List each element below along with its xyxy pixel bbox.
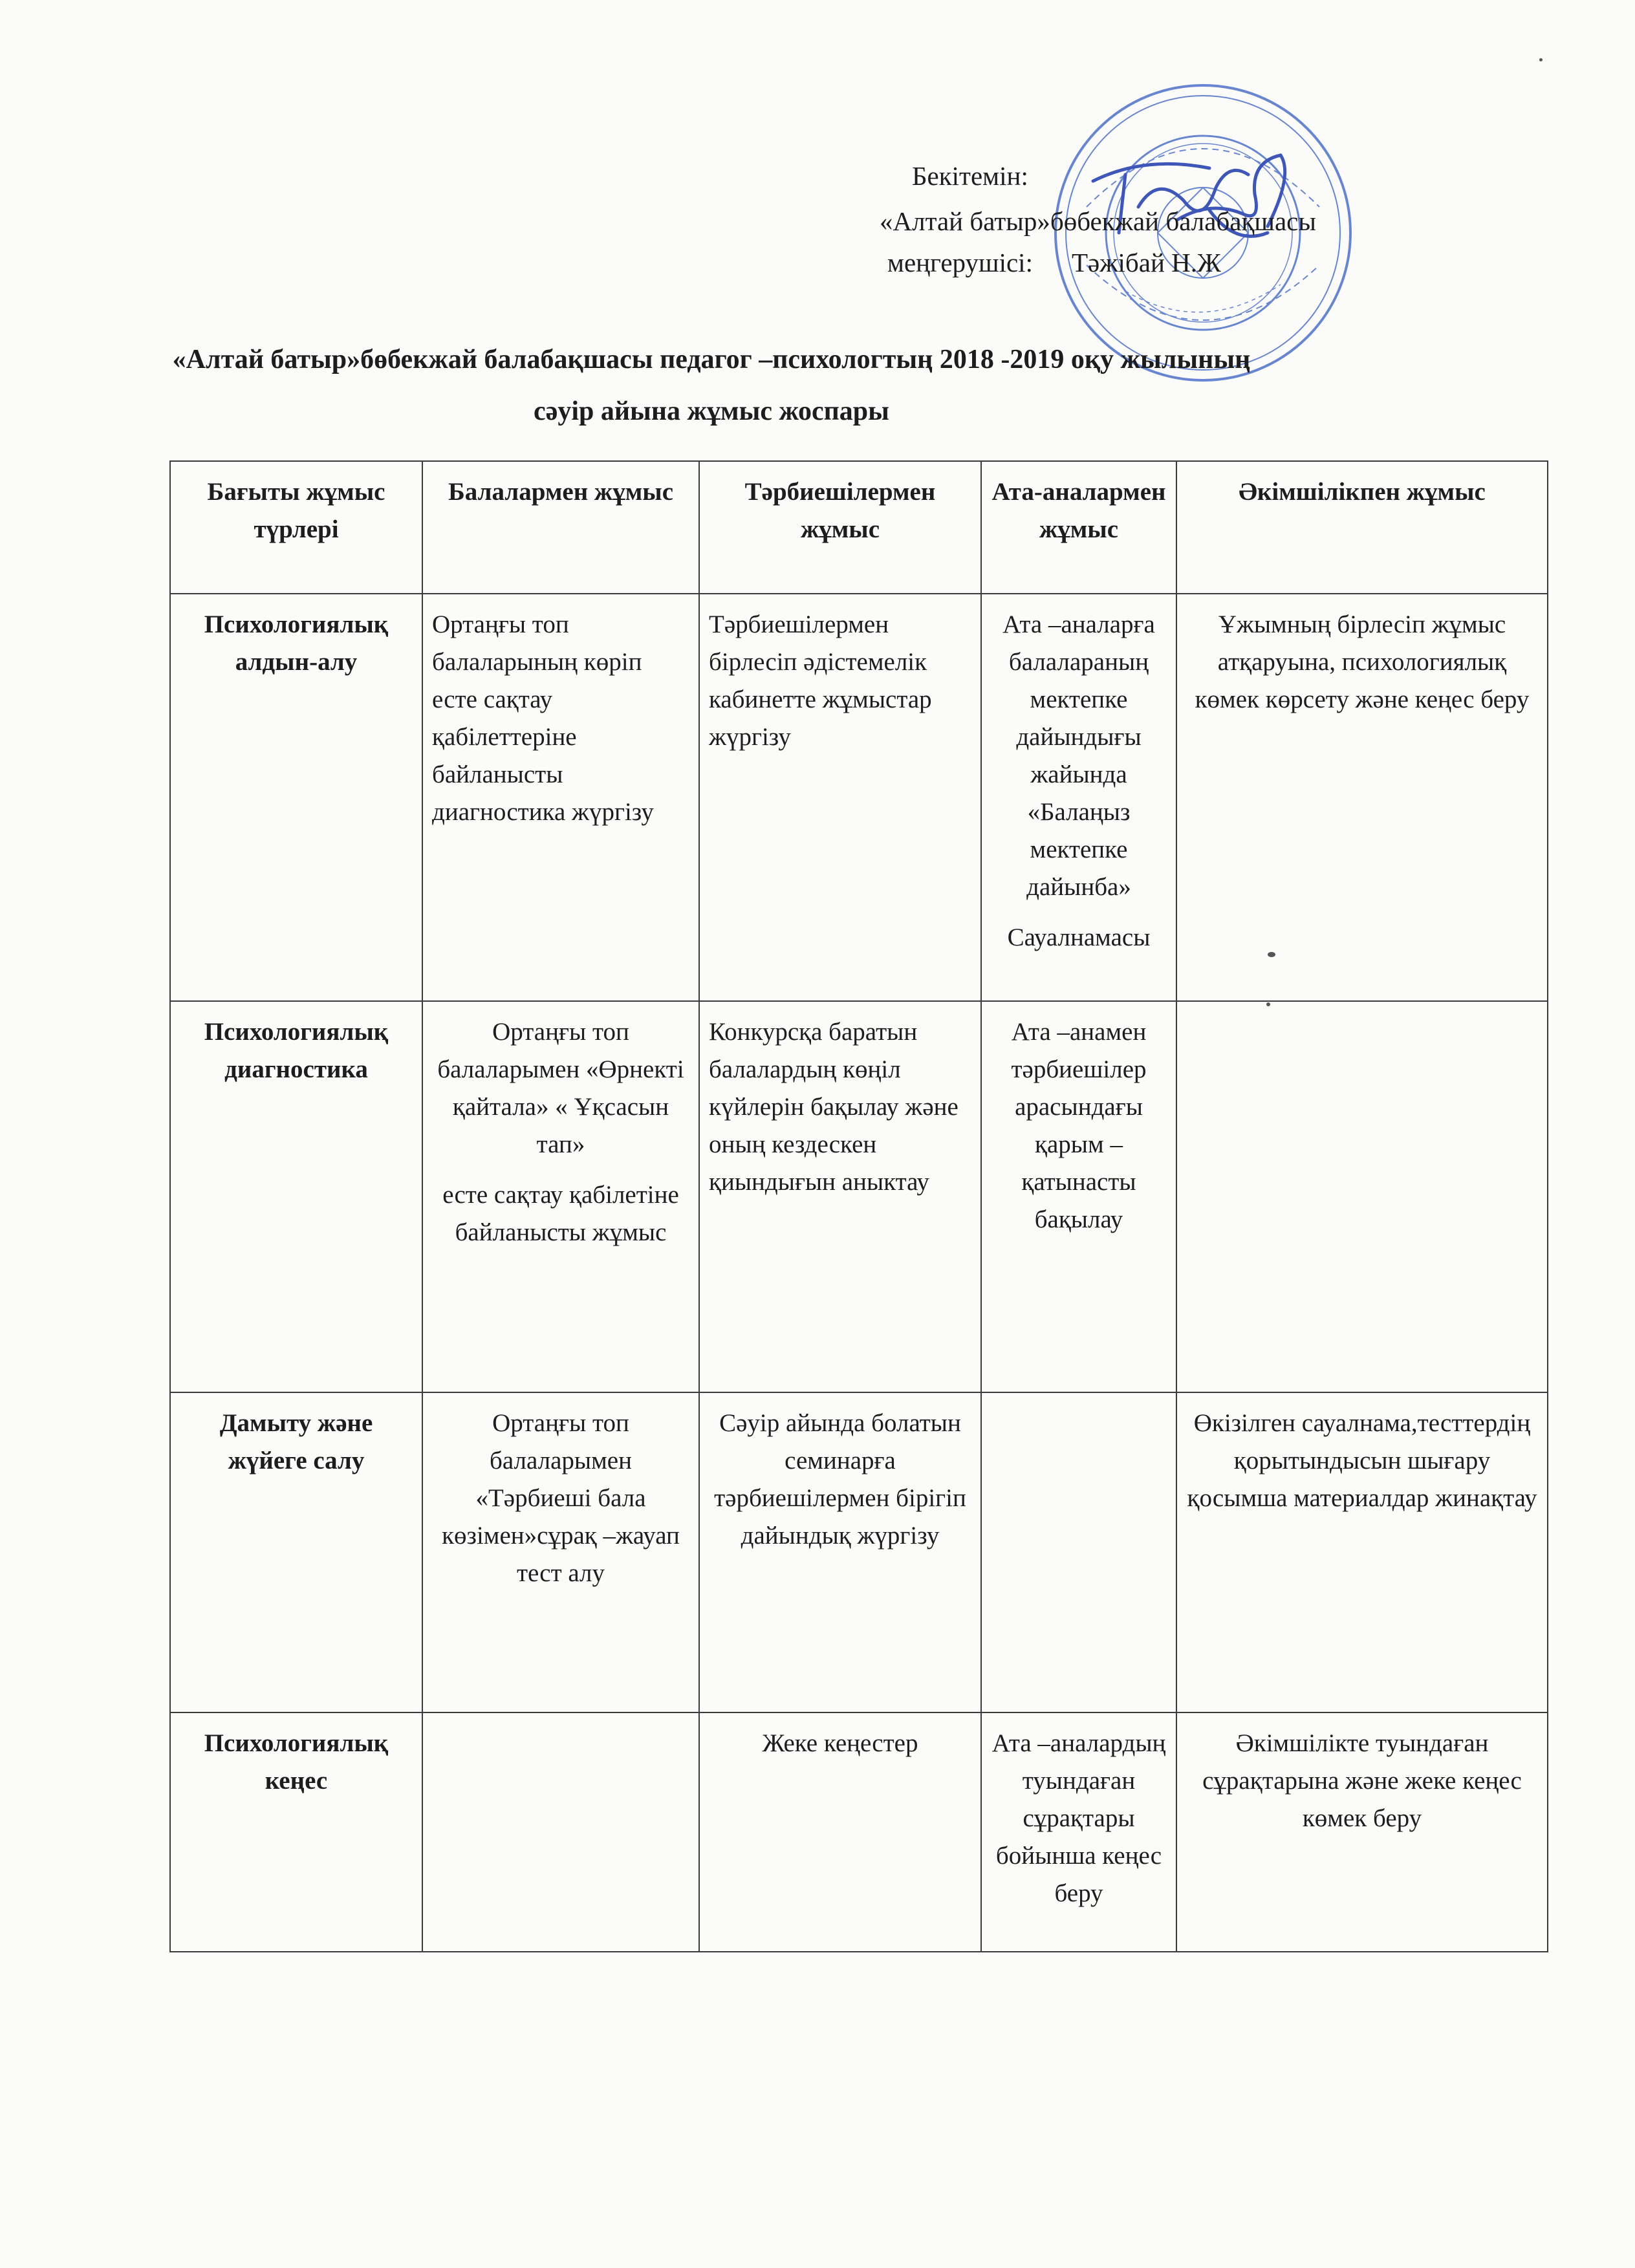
- approval-signatory: [887, 250, 1221, 276]
- cell-parents-extra: Сауалнамасы: [1007, 923, 1151, 951]
- title-line-2: сәуір айына жұмыс жоспары: [534, 396, 889, 426]
- cell-teachers: Конкурсқа баратын балалардың көңіл күйлерін бақылау және оның кездескен қиындығын аныктау: [699, 1001, 981, 1392]
- row-direction: Психологиялық кеңес: [170, 1712, 422, 1952]
- cell-admin: Өкізілген сауалнама,тесттердің қорытындысын шығару қосымша материалдар жинақтау: [1176, 1392, 1548, 1712]
- cell-children-main: Ортаңғы топ балаларымен «Өрнекті қайтала» « Ұқсасын тап»: [437, 1018, 684, 1158]
- cell-parents: Ата –анамен тәрбиешілер арасындағы қарым –қатынасты бақылау: [981, 1001, 1176, 1392]
- cell-teachers: Жеке кеңестер: [699, 1712, 981, 1952]
- cell-children: Ортаңғы топ балаларының көріп есте сақтау қабілеттеріне байланысты диагностика жүргізу: [422, 594, 699, 1001]
- cell-children-extra: есте сақтау қабілетіне байланысты жұмыс: [442, 1181, 679, 1246]
- row-direction: Дамыту және жүйеге салу: [170, 1392, 422, 1712]
- cell-teachers: Сәуір айында болатын семинарға тәрбиешілермен бірігіп дайындық жүргізу: [699, 1392, 981, 1712]
- header-direction: Бағыты жұмыс түрлері: [170, 461, 422, 594]
- cell-admin: Ұжымның бірлесіп жұмыс атқаруына, психологиялық көмек көрсету және кеңес беру: [1176, 594, 1548, 1001]
- table-header-row: [170, 461, 1548, 594]
- page-title: [162, 334, 1261, 437]
- table-row: [170, 1392, 1548, 1712]
- approval-heading: Бекітемін:: [912, 161, 1028, 191]
- title-line-1: «Алтай батыр»бөбекжай балабақшасы педагог –психологтың 2018 -2019 оқу жылының: [172, 345, 1251, 374]
- cell-teachers: Тәрбиешілермен бірлесіп әдістемелік кабинетте жұмыстар жүргізу: [699, 594, 981, 1001]
- cell-parents-main: Ата –аналарға балалараның мектепке дайындығы жайында «Балаңыз мектепке дайынба»: [1002, 610, 1155, 901]
- header-parents: Ата-аналармен жұмыс: [981, 461, 1176, 594]
- cell-parents: Ата –аналардың туындаған сұрақтары бойынша кеңес беру: [981, 1712, 1176, 1952]
- table-row: [170, 1712, 1548, 1952]
- row-direction: Психологиялық алдын-алу: [170, 594, 422, 1001]
- approval-role: меңгерушісі:: [887, 248, 1033, 277]
- cell-children: [422, 1712, 699, 1952]
- header-children: Балалармен жұмыс: [422, 461, 699, 594]
- table-row: [170, 1001, 1548, 1392]
- scan-speck: [1268, 952, 1275, 957]
- row-direction: Психологиялық диагностика: [170, 1001, 422, 1392]
- work-plan-table: [169, 460, 1548, 1952]
- approval-name: Тәжібай Н.Ж: [1071, 248, 1221, 277]
- scan-speck: [1539, 58, 1543, 61]
- cell-parents: [981, 594, 1176, 1001]
- cell-parents: [981, 1392, 1176, 1712]
- table-row: [170, 594, 1548, 1001]
- scan-speck: [1266, 1002, 1270, 1006]
- cell-children: [422, 1001, 699, 1392]
- header-admin: Әкімшілікпен жұмыс: [1176, 461, 1548, 594]
- header-teachers: Тәрбиешілермен жұмыс: [699, 461, 981, 594]
- cell-children: Ортаңғы топ балаларымен «Тәрбиеші бала көзімен»сұрақ –жауап тест алу: [422, 1392, 699, 1712]
- approval-organization: «Алтай батыр»бөбекжай балабақшасы: [880, 206, 1316, 236]
- cell-admin: Әкімшілікте туындаған сұрақтарына және жеке кеңес көмек беру: [1176, 1712, 1548, 1952]
- cell-admin: [1176, 1001, 1548, 1392]
